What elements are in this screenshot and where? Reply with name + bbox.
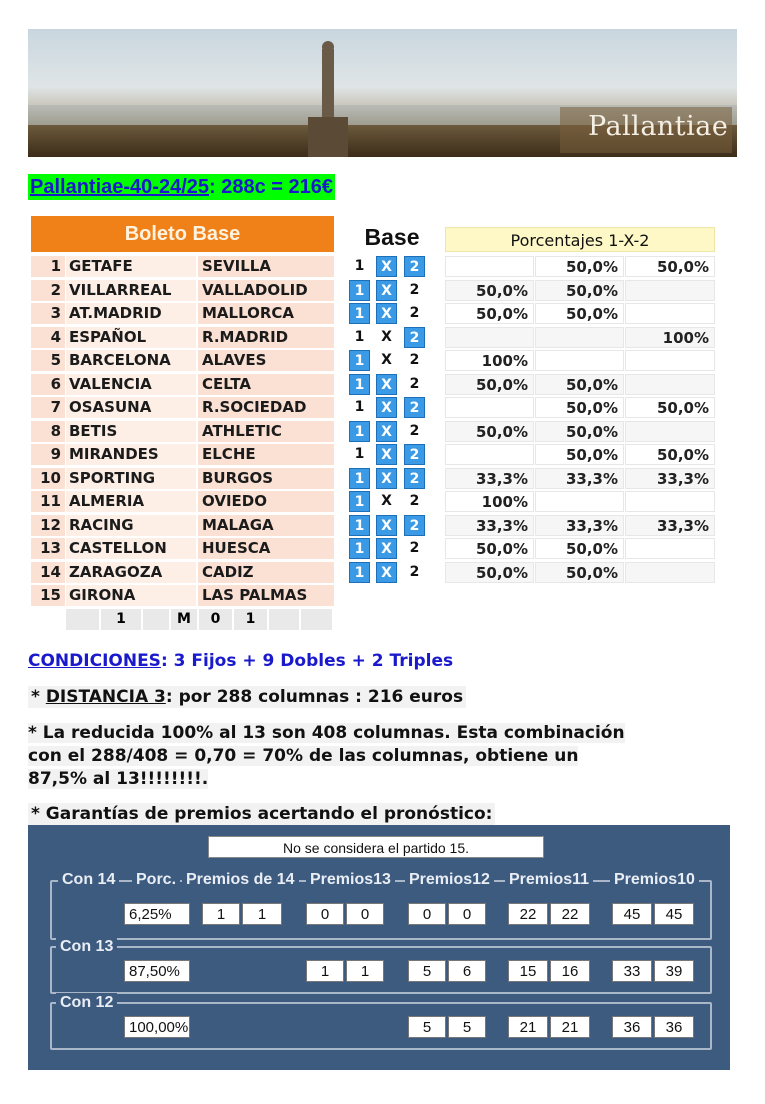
base-sign: 1 (349, 468, 370, 489)
percentage-cell: 50,0% (535, 538, 624, 559)
base-sign: X (376, 327, 397, 348)
footer-cell (301, 609, 332, 630)
base-sign: 1 (349, 491, 370, 512)
home-team: CASTELLON (66, 538, 196, 559)
base-sign: X (376, 491, 397, 512)
match-number: 9 (31, 444, 65, 465)
con13-p13-a: 1 (306, 960, 344, 982)
percentage-cell: 50,0% (445, 562, 534, 583)
base-title: Base (364, 224, 420, 250)
percentage-cell (625, 350, 715, 371)
home-team: ALMERIA (66, 491, 196, 512)
home-team: BARCELONA (66, 350, 196, 371)
percentage-cell: 33,3% (535, 515, 624, 536)
home-team: BETIS (66, 421, 196, 442)
con14-p14-a: 1 (202, 903, 240, 925)
con14-p14-b: 1 (242, 903, 282, 925)
boleto-row (31, 373, 334, 396)
match-number: 10 (31, 468, 65, 489)
percentage-cell (535, 491, 624, 512)
boleto-row (31, 420, 334, 443)
percentage-cell (535, 327, 624, 348)
percentage-cell: 33,3% (625, 515, 715, 536)
percentage-cell: 50,0% (535, 374, 624, 395)
boleto-footer (31, 608, 334, 632)
percentage-cell: 50,0% (625, 256, 715, 277)
percentage-cell (445, 327, 534, 348)
base-sign: 2 (404, 444, 425, 465)
con14-p10-a: 45 (612, 903, 652, 925)
distance-line (28, 686, 466, 708)
con13-p12-a: 5 (408, 960, 446, 982)
percentage-cell (625, 491, 715, 512)
brand-logo: Pallantiae (588, 111, 729, 142)
base-sign: X (376, 444, 397, 465)
header-premios10: Premios10 (610, 869, 699, 891)
base-sign: 1 (349, 538, 370, 559)
match-number: 6 (31, 374, 65, 395)
con13-p10-a: 33 (612, 960, 652, 982)
boleto-row (31, 561, 334, 584)
away-team: BURGOS (198, 468, 334, 489)
distance-text: : por 288 columnas : 216 euros (165, 687, 464, 707)
home-team: ESPAÑOL (66, 327, 196, 348)
reduced-line-1: * La reducida 100% al 13 son 408 columnas. Esta combinación (28, 723, 625, 743)
percentage-cell: 33,3% (625, 468, 715, 489)
header-porc: Porc. (132, 869, 180, 891)
base-sign: X (376, 280, 397, 301)
percentage-cell: 50,0% (445, 538, 534, 559)
base-sign: 2 (404, 374, 425, 395)
percentage-cell: 50,0% (445, 421, 534, 442)
con13-p11-b: 16 (550, 960, 590, 982)
distance-bullet: * (31, 687, 46, 707)
footer-cell: 1 (101, 609, 141, 630)
away-team: ATHLETIC (198, 421, 334, 442)
home-team: MIRANDES (66, 444, 196, 465)
footer-cell: 0 (199, 609, 232, 630)
statue-icon (298, 39, 358, 157)
percentage-cell: 50,0% (625, 397, 715, 418)
page-title (28, 174, 335, 200)
percentage-cell: 50,0% (535, 562, 624, 583)
boleto-header: Boleto Base (31, 216, 334, 252)
home-team: OSASUNA (66, 397, 196, 418)
con14-p11-a: 22 (508, 903, 548, 925)
base-sign: 1 (349, 444, 370, 465)
base-sign: X (376, 538, 397, 559)
con12-p10-b: 36 (654, 1016, 694, 1038)
con12-p10-a: 36 (612, 1016, 652, 1038)
con14-p12-b: 0 (448, 903, 486, 925)
footer-cell: M (171, 609, 197, 630)
footer-cell (269, 609, 299, 630)
conditions-line (28, 651, 453, 671)
boleto-row (31, 396, 334, 419)
con14-p13-a: 0 (306, 903, 344, 925)
away-team: R.MADRID (198, 327, 334, 348)
home-team: GIRONA (66, 585, 196, 606)
boleto-row (31, 349, 334, 372)
footer-cell (143, 609, 169, 630)
reduced-line-2: con el 288/408 = 0,70 = 70% de las columnas, obtiene un (28, 746, 579, 766)
boleto-row (31, 537, 334, 560)
boleto-row (31, 467, 334, 490)
base-sign: 1 (349, 256, 370, 277)
header-premios14: Premios de 14 (182, 869, 299, 891)
base-sign: 2 (404, 280, 425, 301)
home-team: ZARAGOZA (66, 562, 196, 583)
base-sign: X (376, 374, 397, 395)
boleto-row (31, 279, 334, 302)
base-sign: 2 (404, 538, 425, 559)
home-team: GETAFE (66, 256, 196, 277)
con14-p10-b: 45 (654, 903, 694, 925)
match-number: 8 (31, 421, 65, 442)
away-team: OVIEDO (198, 491, 334, 512)
con14-p12-a: 0 (408, 903, 446, 925)
base-sign: X (376, 303, 397, 324)
percentage-cell (625, 562, 715, 583)
base-sign: 2 (404, 327, 425, 348)
match-number: 2 (31, 280, 65, 301)
percentage-cell: 50,0% (535, 280, 624, 301)
distance-label: DISTANCIA 3 (45, 687, 166, 707)
con14-porc: 6,25% (124, 903, 190, 925)
percentage-cell (625, 538, 715, 559)
percentage-cell: 50,0% (625, 444, 715, 465)
con12-porc: 100,00% (124, 1016, 190, 1038)
footer-cell: 1 (234, 609, 267, 630)
match-number: 5 (31, 350, 65, 371)
match-number: 13 (31, 538, 65, 559)
reduced-paragraph (28, 722, 625, 791)
away-team: MALLORCA (198, 303, 334, 324)
base-sign: 2 (404, 562, 425, 583)
title-summary: : 288c = 216€ (209, 176, 333, 198)
away-team: R.SOCIEDAD (198, 397, 334, 418)
base-sign: X (376, 468, 397, 489)
con13-p10-b: 39 (654, 960, 694, 982)
away-team: ELCHE (198, 444, 334, 465)
percentage-cell: 50,0% (535, 421, 624, 442)
match-number: 7 (31, 397, 65, 418)
boleto-row (31, 326, 334, 349)
percentage-cell (445, 444, 534, 465)
away-team: ALAVES (198, 350, 334, 371)
percentage-cell: 50,0% (535, 303, 624, 324)
percentage-cell: 33,3% (445, 468, 534, 489)
percentage-cell: 50,0% (445, 280, 534, 301)
percentage-cell: 50,0% (535, 397, 624, 418)
away-team: VALLADOLID (198, 280, 334, 301)
base-sign: X (376, 562, 397, 583)
base-sign: X (376, 421, 397, 442)
header-premios12: Premios12 (405, 869, 494, 891)
base-sign: 2 (404, 397, 425, 418)
guarantees-panel (28, 825, 730, 1070)
con13-p11-a: 15 (508, 960, 548, 982)
percentage-cell: 100% (445, 491, 534, 512)
home-team: RACING (66, 515, 196, 536)
base-sign: 2 (404, 256, 425, 277)
header-banner (28, 29, 737, 157)
base-sign: 1 (349, 515, 370, 536)
base-sign: 2 (404, 515, 425, 536)
con14-p11-b: 22 (550, 903, 590, 925)
con12-p12-a: 5 (408, 1016, 446, 1038)
guarantees-title: * Garantías de premios acertando el pronóstico: (28, 803, 495, 825)
boleto-row (31, 514, 334, 537)
percentage-cell (445, 256, 534, 277)
base-sign: 1 (349, 303, 370, 324)
away-team: SEVILLA (198, 256, 334, 277)
percentage-cell: 50,0% (535, 256, 624, 277)
percentage-cell: 100% (625, 327, 715, 348)
percentage-cell: 33,3% (535, 468, 624, 489)
base-sign: 1 (349, 327, 370, 348)
home-team: VILLARREAL (66, 280, 196, 301)
base-sign: 2 (404, 350, 425, 371)
match-number: 1 (31, 256, 65, 277)
boleto-row (31, 255, 334, 278)
base-sign: 1 (349, 350, 370, 371)
percentage-cell: 50,0% (445, 374, 534, 395)
reduced-line-3: 87,5% al 13!!!!!!!!. (28, 769, 209, 789)
base-sign: X (376, 397, 397, 418)
footer-cell (66, 609, 99, 630)
base-sign: 2 (404, 421, 425, 442)
con13-porc: 87,50% (124, 960, 190, 982)
base-sign: 2 (404, 468, 425, 489)
percentage-cell (625, 374, 715, 395)
match-number: 3 (31, 303, 65, 324)
con12-p11-b: 21 (550, 1016, 590, 1038)
percentage-cell: 50,0% (445, 303, 534, 324)
base-sign: 1 (349, 562, 370, 583)
boleto-row (31, 584, 334, 607)
away-team: MALAGA (198, 515, 334, 536)
base-sign: 1 (349, 374, 370, 395)
percentage-cell: 50,0% (535, 444, 624, 465)
header-con14: Con 14 (58, 869, 119, 891)
base-sign: X (376, 350, 397, 371)
percentage-cell: 33,3% (445, 515, 534, 536)
base-sign: 2 (404, 491, 425, 512)
away-team: CELTA (198, 374, 334, 395)
match-number: 11 (31, 491, 65, 512)
percentage-cell (445, 397, 534, 418)
header-premios13: Premios13 (306, 869, 395, 891)
boleto-row (31, 443, 334, 466)
home-team: VALENCIA (66, 374, 196, 395)
base-sign: X (376, 256, 397, 277)
con13-p12-b: 6 (448, 960, 486, 982)
group-con12-label: Con 12 (56, 993, 117, 1013)
con14-p13-b: 0 (346, 903, 384, 925)
home-team: SPORTING (66, 468, 196, 489)
header-premios11: Premios11 (505, 869, 593, 891)
panel-notice: No se considera el partido 15. (208, 836, 544, 858)
match-number: 14 (31, 562, 65, 583)
percentage-cell (625, 280, 715, 301)
match-number: 4 (31, 327, 65, 348)
conditions-label[interactable]: CONDICIONES (28, 651, 161, 671)
away-team: LAS PALMAS (198, 585, 334, 606)
home-team: AT.MADRID (66, 303, 196, 324)
match-number: 12 (31, 515, 65, 536)
con13-p13-b: 1 (346, 960, 384, 982)
con12-p12-b: 5 (448, 1016, 486, 1038)
base-sign: 1 (349, 421, 370, 442)
group-con13-label: Con 13 (56, 937, 117, 957)
title-link[interactable]: Pallantiae-40-24/25 (30, 176, 209, 198)
base-sign: 1 (349, 397, 370, 418)
conditions-text: : 3 Fijos + 9 Dobles + 2 Triples (160, 651, 454, 671)
percentages-header: Porcentajes 1-X-2 (445, 227, 715, 252)
con12-p11-a: 21 (508, 1016, 548, 1038)
percentage-cell (625, 421, 715, 442)
boleto-row (31, 490, 334, 513)
percentage-cell: 100% (445, 350, 534, 371)
match-number: 15 (31, 585, 65, 606)
percentage-cell (625, 303, 715, 324)
away-team: CADIZ (198, 562, 334, 583)
base-sign: 2 (404, 303, 425, 324)
percentage-cell (535, 350, 624, 371)
base-sign: 1 (349, 280, 370, 301)
boleto-row (31, 302, 334, 325)
base-sign: X (376, 515, 397, 536)
away-team: HUESCA (198, 538, 334, 559)
